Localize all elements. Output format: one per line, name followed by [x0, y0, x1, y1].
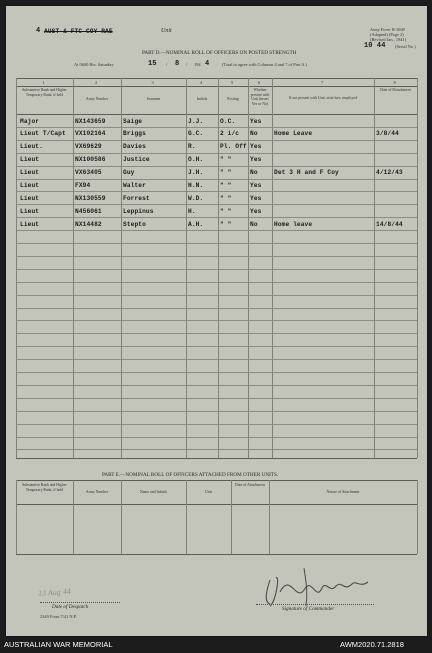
part-d-cell: Guy — [123, 169, 135, 177]
part-d-header: Whether present with Unit (insert Yes or No) — [250, 88, 270, 106]
part-d-cell: Yes — [250, 207, 262, 215]
part-d-cell: Det 3 H and F Coy — [274, 169, 339, 177]
despatch-date-handwritten: 13 Aug 44 — [37, 586, 72, 599]
part-d-cell: Home Leave — [274, 130, 313, 138]
part-d-cell: W.D. — [188, 194, 204, 202]
part-d-col-number: 5 — [231, 79, 234, 85]
part-d-cell: Lieut — [20, 156, 40, 164]
part-d-cell: " " — [220, 169, 232, 177]
part-d-cell: Yes — [250, 194, 262, 202]
part-d-cell: NX143659 — [75, 117, 106, 125]
part-d-cell: Stepto — [123, 220, 146, 228]
serial-number: 10 44 — [364, 42, 386, 50]
year-prefix: 194 — [194, 62, 201, 67]
unit-prefix: 4 — [36, 27, 41, 35]
part-d-cell: NX14482 — [75, 220, 102, 228]
part-e-title: PART E.—NOMINAL ROLL OF OFFICERS ATTACHED FROM OTHER UNITS. — [102, 472, 279, 478]
part-d-cell: Lieut T/Capt — [20, 130, 66, 138]
print-code: 2349 Form 7/41 N.P. — [40, 614, 77, 619]
part-d-cell: 3/8/44 — [376, 130, 399, 138]
part-d-cell: Briggs — [123, 130, 146, 138]
part-d-cell: Justice — [123, 156, 150, 164]
part-d-cell: Lieut — [20, 169, 40, 177]
part-d-cell: VX102164 — [75, 130, 106, 138]
part-d-cell: 4/12/43 — [376, 169, 403, 177]
part-d-cell: No — [250, 130, 258, 138]
serial-label: (Serial No.) — [395, 44, 416, 49]
part-d-cell: H. — [188, 207, 196, 215]
part-d-cell: Leppinus — [123, 207, 154, 215]
part-d-title: PART D.—NOMINAL ROLL OF OFFICERS ON POSTED STRENGTH — [142, 50, 297, 56]
part-d-cell: O.C. — [220, 117, 236, 125]
form-sheet: AUST & FTC COY RAE Unit 4 Army Form W.3008 (Adapted) (Page 2) (Revised Jan., 1941) 10 44 (Serial No.) PART D.—NOMINAL ROLL OF OFFICERS ON POSTED STRENGTH At 0600 Hrs. Saturday 15 / 8 / 194 4 (Total to agree with Columns 4 and 7 of Part A.) PART E.—NOMINAL ROLL OF OFFICERS ATTACHED FROM OTHER UNITS. 13 Aug 44 Date of Despatch 2349 Form 7/41 N.P. Signature of Commander 1 2 3 4 5 6 7 8 Substantive Rank and Higher Temporary Rank, if held Army Number Surname Initials Posting Whether present with Unit (insert Yes or No) If not present with Unit, state how employed Date of Detachment Major NX143659 Saige J.J. O.C. Yes Lieut T/Capt VX102164 Briggs G.C. 2 i/c No Home Leave 3/8/44 Lieut. VX69629 Davies R. Pl. Off Yes Lieut NX100586 Justice O.H. " " Yes Lieut VX63405 Guy J.H. " " No Det 3 H and F Coy 4/12/43 Lieut FX94 Walter H.N. " " Yes Lieut NX130559 Forrest W.D. " " Yes Lieut N456061 Leppinus H. " " Yes Lieut NX14482 Stepto A.H. " " No Home leave 14/8/44 Substantive Rank and Higher Temporary Rank, if held Army Number Name and Initials Unit Date of Attachment Nature of Attachment — [6, 6, 427, 636]
part-d-cell: No — [250, 169, 258, 177]
part-d-cell: VX69629 — [75, 143, 102, 151]
part-d-cell: Lieut — [20, 207, 40, 215]
part-d-cell: Lieut — [20, 220, 40, 228]
at-line-prefix: At 0600 Hrs. Saturday — [74, 62, 114, 67]
part-d-cell: Yes — [250, 117, 262, 125]
part-e-header: Unit — [205, 490, 212, 494]
part-e-header: Name and Initials — [140, 490, 167, 494]
army-form-adapted: (Adapted) (Page 2) — [370, 32, 404, 37]
part-d-cell: VX63405 — [75, 169, 102, 177]
archive-name: AUSTRALIAN WAR MEMORIAL — [4, 640, 113, 649]
part-e-header: Substantive Rank and Higher Temporary Rank, if held — [22, 483, 67, 492]
unit-label: Unit — [161, 28, 172, 34]
part-d-cell: H.N. — [188, 182, 204, 189]
part-d-cell: G.C. — [188, 130, 204, 138]
part-d-cell: Walter — [123, 182, 146, 189]
part-d-col-number: 8 — [393, 79, 396, 85]
part-d-cell: Yes — [250, 156, 262, 164]
part-d-cell: O.H. — [188, 156, 204, 164]
part-d-col-number: 3 — [151, 79, 154, 85]
part-d-cell: Major — [20, 117, 40, 125]
part-d-cell: Yes — [250, 143, 262, 151]
part-d-cell: Davies — [123, 143, 146, 151]
part-d-cell: NX130559 — [75, 194, 106, 202]
part-d-cell: Lieut — [20, 194, 40, 202]
archive-reference: AWM2020.71.2818 — [340, 640, 404, 649]
part-d-header: Surname — [146, 97, 161, 101]
commander-label: Signature of Commander — [282, 606, 335, 612]
date-day: 15 — [148, 60, 157, 68]
army-form-revised: (Revised Jan., 1941) — [370, 37, 407, 42]
part-d-cell: " " — [220, 207, 232, 215]
army-form-number: Army Form W.3008 — [370, 27, 405, 32]
year-suffix: 4 — [205, 60, 210, 68]
part-d-header: Army Number — [85, 97, 109, 101]
part-d-header: Date of Detachment — [380, 88, 411, 92]
part-d-cell: 14/8/44 — [376, 220, 403, 228]
part-d-cell: Lieut. — [20, 143, 43, 151]
part-d-cell: J.H. — [188, 169, 204, 177]
part-e-header: Nature of Attachment — [326, 490, 360, 494]
part-d-cell: Saige — [123, 117, 143, 125]
part-e-header: Date of Attachment — [235, 483, 265, 487]
part-d-header: If not present with Unit, state how employed — [289, 96, 357, 100]
part-d-col-number: 1 — [42, 79, 45, 85]
part-d-cell: Forrest — [123, 194, 150, 202]
commander-signature — [256, 562, 376, 610]
at-line-suffix: (Total to agree with Columns 4 and 7 of Part A.) — [222, 62, 307, 67]
part-d-cell: J.J. — [188, 117, 204, 125]
part-d-cell: " " — [220, 220, 232, 228]
archive-footer — [0, 637, 432, 653]
part-e-header: Army Number — [85, 490, 109, 494]
part-d-col-number: 7 — [321, 79, 324, 85]
part-d-col-number: 4 — [200, 79, 203, 85]
unit-name: AUST & FTC COY RAE — [44, 28, 113, 35]
part-d-header: Substantive Rank and Higher Temporary Rank, if held — [22, 88, 67, 97]
part-d-cell: NX100586 — [75, 156, 106, 164]
part-d-cell: " " — [220, 156, 232, 164]
part-d-cell: R. — [188, 143, 196, 151]
part-d-cell: No — [250, 220, 258, 228]
part-d-cell: FX94 — [75, 182, 91, 189]
date-month: 8 — [175, 60, 180, 68]
part-d-col-number: 2 — [95, 79, 98, 85]
part-d-cell: Lieut — [20, 182, 40, 189]
part-d-cell: 2 i/c — [220, 130, 240, 138]
part-d-header: Initials — [196, 97, 208, 101]
part-d-cell: " " — [220, 194, 232, 202]
part-d-cell: " " — [220, 182, 232, 189]
part-d-cell: A.H. — [188, 220, 204, 228]
part-d-cell: Home leave — [274, 220, 313, 228]
part-d-cell: Yes — [250, 182, 262, 189]
part-d-cell: Pl. Off — [220, 143, 247, 151]
part-d-header: Posting — [227, 97, 239, 101]
part-d-cell: N456061 — [75, 207, 102, 215]
part-d-col-number: 6 — [258, 79, 261, 85]
despatch-label: Date of Despatch — [52, 604, 89, 610]
